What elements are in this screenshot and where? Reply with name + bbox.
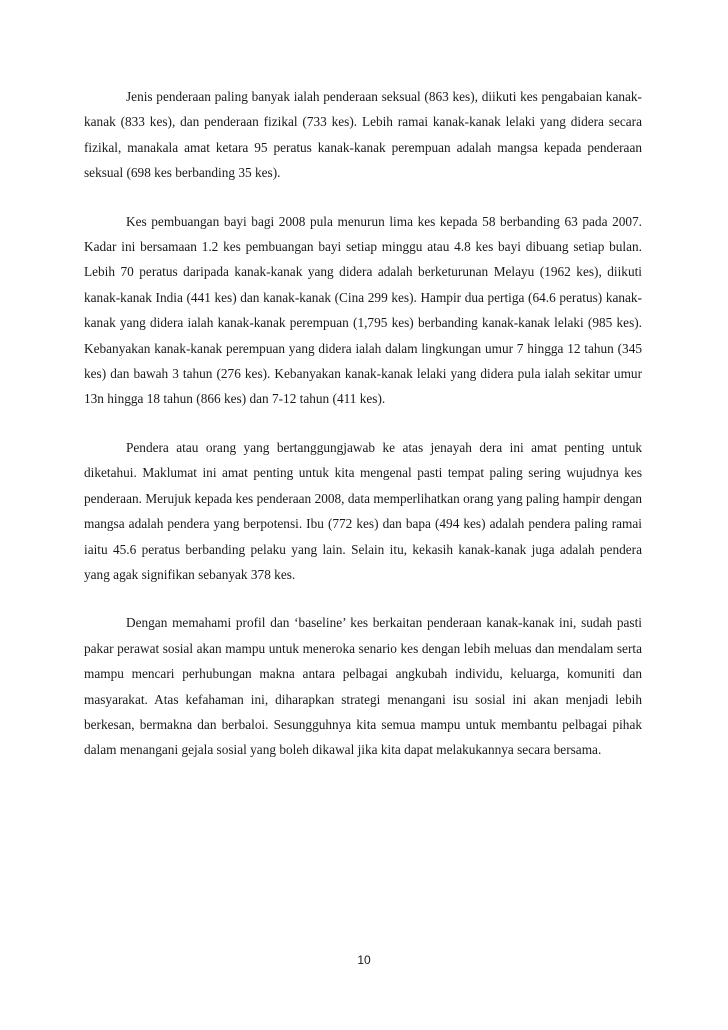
paragraph-4: Dengan memahami profil dan ‘baseline’ kes berkaitan penderaan kanak-kanak ini, sudah pasti pakar perawat sosial akan mampu untuk meneroka senario kes dengan lebih meluas dan mendalam serta mampu mencari perhubungan makna antara pelbagai angkubah individu, keluarga, komuniti dan masyarakat. Atas kefahaman ini, diharapkan strategi menangani isu sosial ini akan menjadi lebih berkesan, bermakna dan berbaloi. Sesungguhnya kita semua mampu untuk membantu pelbagai pihak dalam menangani gejala sosial yang boleh dikawal jika kita dapat melakukannya secara bersama. [84, 615, 642, 758]
paragraph-3: Pendera atau orang yang bertanggungjawab ke atas jenayah dera ini amat penting untuk diketahui. Maklumat ini amat penting untuk kita mengenal pasti tempat paling sering wujudnya kes penderaan. Merujuk kepada kes penderaan 2008, data memperlihatkan orang yang paling hampir dengan mangsa adalah pendera yang berpotensi. Ibu (772 kes) dan bapa (494 kes) adalah pendera paling ramai iaitu 45.6 peratus berbanding pelaku yang lain. Selain itu, kekasih kanak-kanak juga adalah pendera yang agak signifikan sebanyak 378 kes. [84, 439, 642, 582]
page-number: 10 [357, 953, 371, 967]
paragraph-2: Kes pembuangan bayi bagi 2008 pula menurun lima kes kepada 58 berbanding 63 pada 2007. Kadar ini bersamaan 1.2 kes pembuangan bayi setiap minggu atau 4.8 kes bayi dibuang setiap bulan. Lebih 70 peratus daripada kanak-kanak yang didera adalah berketurunan Melayu (1962 kes), diikuti kanak-kanak India (441 kes) dan kanak-kanak (Cina 299 kes). Hampir dua pertiga (64.6 peratus) kanak-kanak yang didera ialah kanak-kanak perempuan (1,795 kes) berbanding kanak-kanak lelaki (985 kes). Kebanyakan kanak-kanak perempuan yang didera ialah dalam lingkungan umur 7 hingga 12 tahun (345 kes) dan bawah 3 tahun (276 kes). Kebanyakan kanak-kanak lelaki yang didera pula ialah sekitar umur 13n hingga 18 tahun (866 kes) dan 7-12 tahun (411 kes). [84, 213, 642, 407]
body-text [84, 84, 642, 786]
paragraph-1: Jenis penderaan paling banyak ialah penderaan seksual (863 kes), diikuti kes pengabaian kanak-kanak (833 kes), dan penderaan fizikal (733 kes). Lebih ramai kanak-kanak lelaki yang didera secara fizikal, manakala amat ketara 95 peratus kanak-kanak perempuan adalah mangsa kepada penderaan seksual (698 kes berbanding 35 kes). [84, 89, 642, 181]
